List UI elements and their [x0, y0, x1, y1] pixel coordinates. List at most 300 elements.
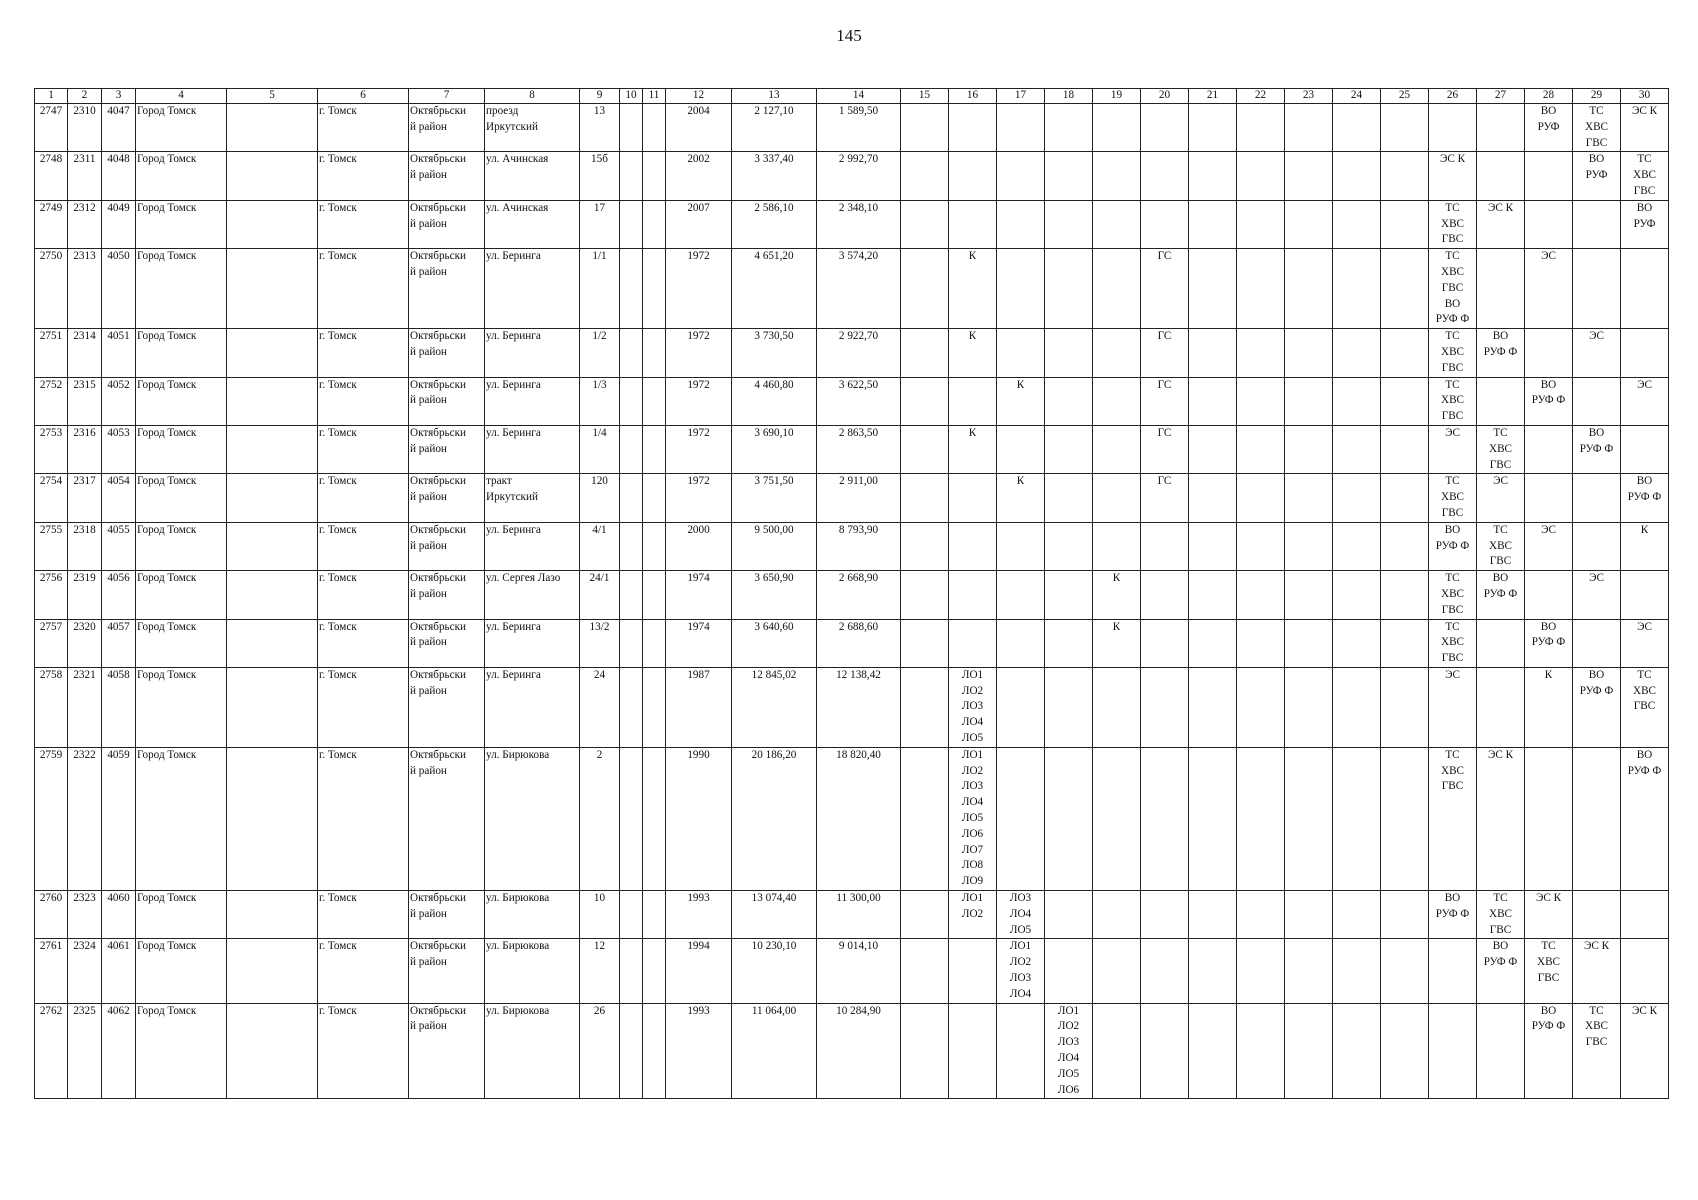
- table-cell: 8 793,90: [817, 522, 901, 570]
- table-cell: проезд Иркутский: [485, 104, 580, 152]
- table-cell: ВО РУФ Ф: [1477, 329, 1525, 377]
- table-cell: [1141, 571, 1189, 619]
- column-header: 29: [1573, 89, 1621, 104]
- table-cell: [1189, 377, 1237, 425]
- table-cell: [1189, 522, 1237, 570]
- table-cell: 2316: [68, 425, 102, 473]
- table-cell: 3 640,60: [732, 619, 817, 667]
- table-cell: Октябрьски й район: [409, 747, 485, 890]
- table-cell: [949, 522, 997, 570]
- table-cell: [1237, 474, 1285, 522]
- table-cell: 9 500,00: [732, 522, 817, 570]
- table-cell: [227, 377, 318, 425]
- table-cell: 2 863,50: [817, 425, 901, 473]
- table-cell: [643, 939, 666, 1003]
- table-cell: К: [997, 474, 1045, 522]
- table-cell: [620, 891, 643, 939]
- table-cell: [1141, 891, 1189, 939]
- table-cell: г. Томск: [318, 1003, 409, 1099]
- table-cell: [1429, 104, 1477, 152]
- table-cell: [901, 249, 949, 329]
- table-cell: Октябрьски й район: [409, 667, 485, 747]
- table-cell: Город Томск: [136, 891, 227, 939]
- table-cell: [1189, 571, 1237, 619]
- table-cell: ЭС: [1525, 522, 1573, 570]
- table-cell: [901, 571, 949, 619]
- column-header: 25: [1381, 89, 1429, 104]
- table-cell: [1093, 104, 1141, 152]
- table-row: [35, 425, 1669, 473]
- table-cell: 2320: [68, 619, 102, 667]
- table-cell: 4 651,20: [732, 249, 817, 329]
- table-cell: [227, 939, 318, 1003]
- column-header: 23: [1285, 89, 1333, 104]
- table-cell: [1621, 249, 1669, 329]
- table-cell: ВО РУФ: [1621, 200, 1669, 248]
- table-cell: Город Томск: [136, 1003, 227, 1099]
- table-cell: [1477, 619, 1525, 667]
- table-cell: 4060: [102, 891, 136, 939]
- table-cell: 2324: [68, 939, 102, 1003]
- table-cell: 1987: [666, 667, 732, 747]
- table-cell: [1189, 425, 1237, 473]
- table-cell: 4052: [102, 377, 136, 425]
- table-cell: [997, 1003, 1045, 1099]
- table-cell: [1141, 522, 1189, 570]
- table-cell: [1333, 152, 1381, 200]
- table-cell: 1/3: [580, 377, 620, 425]
- table-cell: [1573, 747, 1621, 890]
- table-cell: 2310: [68, 104, 102, 152]
- table-cell: 18 820,40: [817, 747, 901, 890]
- table-cell: [1189, 152, 1237, 200]
- table-cell: [901, 104, 949, 152]
- table-cell: [1525, 571, 1573, 619]
- column-header: 15: [901, 89, 949, 104]
- table-cell: г. Томск: [318, 747, 409, 890]
- table-cell: 1972: [666, 377, 732, 425]
- table-cell: [1621, 425, 1669, 473]
- table-cell: [1189, 329, 1237, 377]
- table-cell: ЭС К: [1621, 104, 1669, 152]
- table-cell: 4/1: [580, 522, 620, 570]
- table-cell: [227, 571, 318, 619]
- table-cell: 2319: [68, 571, 102, 619]
- table-cell: [1045, 667, 1093, 747]
- table-cell: [949, 104, 997, 152]
- column-header: 18: [1045, 89, 1093, 104]
- column-header: 22: [1237, 89, 1285, 104]
- table-cell: ул. Сергея Лазо: [485, 571, 580, 619]
- table-cell: 11 064,00: [732, 1003, 817, 1099]
- table-cell: [997, 329, 1045, 377]
- column-header: 8: [485, 89, 580, 104]
- table-cell: 1/2: [580, 329, 620, 377]
- table-cell: 3 751,50: [732, 474, 817, 522]
- table-cell: Город Томск: [136, 329, 227, 377]
- table-cell: 2321: [68, 667, 102, 747]
- table-cell: [1141, 667, 1189, 747]
- table-cell: [1285, 425, 1333, 473]
- table-cell: 4047: [102, 104, 136, 152]
- table-cell: ГС: [1141, 377, 1189, 425]
- table-cell: [1333, 667, 1381, 747]
- table-cell: [1285, 891, 1333, 939]
- table-cell: [227, 667, 318, 747]
- table-cell: 2315: [68, 377, 102, 425]
- table-cell: Октябрьски й район: [409, 571, 485, 619]
- table-cell: ул. Беринга: [485, 667, 580, 747]
- table-cell: [949, 377, 997, 425]
- table-cell: [949, 619, 997, 667]
- table-cell: 1972: [666, 329, 732, 377]
- table-cell: [997, 747, 1045, 890]
- table-cell: [997, 104, 1045, 152]
- table-cell: ГС: [1141, 474, 1189, 522]
- table-cell: [1477, 152, 1525, 200]
- table-cell: ул. Беринга: [485, 249, 580, 329]
- table-cell: 4054: [102, 474, 136, 522]
- table-cell: 2750: [35, 249, 68, 329]
- table-cell: [643, 667, 666, 747]
- column-header: 5: [227, 89, 318, 104]
- table-cell: [620, 571, 643, 619]
- table-cell: ЭС: [1621, 619, 1669, 667]
- table-cell: [1237, 522, 1285, 570]
- table-cell: Город Томск: [136, 747, 227, 890]
- table-cell: [1525, 329, 1573, 377]
- table-cell: Город Томск: [136, 619, 227, 667]
- table-cell: 24: [580, 667, 620, 747]
- table-cell: ул. Ачинская: [485, 152, 580, 200]
- table-cell: ВО РУФ Ф: [1477, 571, 1525, 619]
- table-cell: ГС: [1141, 425, 1189, 473]
- column-header: 11: [643, 89, 666, 104]
- table-cell: [1237, 891, 1285, 939]
- table-row: [35, 667, 1669, 747]
- table-cell: [1093, 474, 1141, 522]
- table-cell: ВО РУФ Ф: [1525, 619, 1573, 667]
- table-cell: [1573, 522, 1621, 570]
- table-cell: [1381, 939, 1429, 1003]
- table-cell: [997, 249, 1045, 329]
- table-cell: [997, 522, 1045, 570]
- table-cell: [620, 667, 643, 747]
- table-cell: ТС ХВС ГВС: [1477, 522, 1525, 570]
- table-cell: 2759: [35, 747, 68, 890]
- table-cell: 3 690,10: [732, 425, 817, 473]
- table-cell: [1045, 571, 1093, 619]
- table-cell: Октябрьски й район: [409, 425, 485, 473]
- table-cell: [1237, 377, 1285, 425]
- table-cell: [1141, 747, 1189, 890]
- table-cell: 4056: [102, 571, 136, 619]
- table-cell: [1573, 200, 1621, 248]
- table-cell: 4062: [102, 1003, 136, 1099]
- table-cell: [1381, 329, 1429, 377]
- table-cell: [227, 522, 318, 570]
- table-cell: 4057: [102, 619, 136, 667]
- table-cell: Город Томск: [136, 249, 227, 329]
- table-cell: [1381, 667, 1429, 747]
- column-header: 1: [35, 89, 68, 104]
- table-cell: [1429, 1003, 1477, 1099]
- table-cell: 2 348,10: [817, 200, 901, 248]
- table-cell: Город Томск: [136, 571, 227, 619]
- column-header: 24: [1333, 89, 1381, 104]
- table-cell: 10 284,90: [817, 1003, 901, 1099]
- table-cell: [901, 474, 949, 522]
- column-header: 10: [620, 89, 643, 104]
- table-cell: 4059: [102, 747, 136, 890]
- table-cell: [1045, 619, 1093, 667]
- table-cell: [1381, 200, 1429, 248]
- table-cell: [1285, 200, 1333, 248]
- column-header: 28: [1525, 89, 1573, 104]
- table-cell: [1573, 891, 1621, 939]
- table-cell: г. Томск: [318, 939, 409, 1003]
- table-cell: 3 730,50: [732, 329, 817, 377]
- table-cell: г. Томск: [318, 619, 409, 667]
- table-cell: [620, 619, 643, 667]
- table-cell: [1237, 1003, 1285, 1099]
- column-header: 12: [666, 89, 732, 104]
- table-cell: [1093, 891, 1141, 939]
- column-header: 4: [136, 89, 227, 104]
- table-cell: [643, 329, 666, 377]
- table-cell: 20 186,20: [732, 747, 817, 890]
- table-cell: Город Томск: [136, 474, 227, 522]
- table-cell: 4055: [102, 522, 136, 570]
- table-cell: Октябрьски й район: [409, 619, 485, 667]
- table-cell: 17: [580, 200, 620, 248]
- table-cell: [901, 747, 949, 890]
- table-cell: 2 992,70: [817, 152, 901, 200]
- table-cell: [997, 619, 1045, 667]
- table-cell: 13: [580, 104, 620, 152]
- table-cell: [1381, 249, 1429, 329]
- table-cell: [1621, 329, 1669, 377]
- column-number-header-row: [35, 89, 1669, 104]
- table-cell: [997, 667, 1045, 747]
- table-cell: [620, 249, 643, 329]
- table-cell: 4058: [102, 667, 136, 747]
- table-cell: [949, 939, 997, 1003]
- table-cell: 2002: [666, 152, 732, 200]
- table-cell: [1141, 200, 1189, 248]
- table-cell: [1237, 571, 1285, 619]
- table-cell: ТС ХВС ГВС: [1621, 667, 1669, 747]
- table-cell: Город Томск: [136, 425, 227, 473]
- table-cell: ВО РУФ Ф: [1429, 522, 1477, 570]
- column-header: 3: [102, 89, 136, 104]
- table-cell: 2: [580, 747, 620, 890]
- table-cell: Октябрьски й район: [409, 939, 485, 1003]
- table-cell: 2325: [68, 1003, 102, 1099]
- table-cell: 2 127,10: [732, 104, 817, 152]
- table-cell: [1237, 249, 1285, 329]
- table-cell: К: [1093, 571, 1141, 619]
- table-cell: [1285, 377, 1333, 425]
- table-cell: ул. Беринга: [485, 522, 580, 570]
- table-cell: [1285, 667, 1333, 747]
- table-cell: [620, 939, 643, 1003]
- table-cell: ул. Беринга: [485, 619, 580, 667]
- table-cell: 1993: [666, 1003, 732, 1099]
- table-cell: ВО РУФ Ф: [1525, 377, 1573, 425]
- table-cell: ЭС: [1573, 329, 1621, 377]
- table-cell: 13/2: [580, 619, 620, 667]
- table-cell: ВО РУФ Ф: [1621, 474, 1669, 522]
- table-cell: ТС ХВС ГВС: [1573, 104, 1621, 152]
- table-cell: ул. Беринга: [485, 377, 580, 425]
- table-cell: [1573, 474, 1621, 522]
- table-cell: [1141, 939, 1189, 1003]
- table-cell: ул. Ачинская: [485, 200, 580, 248]
- column-header: 21: [1189, 89, 1237, 104]
- table-cell: ЭС К: [1525, 891, 1573, 939]
- table-cell: 4048: [102, 152, 136, 200]
- table-cell: ВО РУФ Ф: [1477, 939, 1525, 1003]
- registry-body: [35, 104, 1669, 1099]
- table-cell: [643, 249, 666, 329]
- table-cell: [1093, 152, 1141, 200]
- table-cell: [1237, 425, 1285, 473]
- table-cell: тракт Иркутский: [485, 474, 580, 522]
- table-cell: [1525, 152, 1573, 200]
- table-cell: 2318: [68, 522, 102, 570]
- table-cell: [1189, 619, 1237, 667]
- table-cell: [1045, 747, 1093, 890]
- column-header: 30: [1621, 89, 1669, 104]
- table-cell: 13 074,40: [732, 891, 817, 939]
- table-cell: Город Томск: [136, 667, 227, 747]
- table-cell: [227, 891, 318, 939]
- table-cell: ул. Бирюкова: [485, 747, 580, 890]
- table-cell: Октябрьски й район: [409, 522, 485, 570]
- table-cell: 1972: [666, 474, 732, 522]
- table-cell: [1381, 571, 1429, 619]
- table-cell: [620, 200, 643, 248]
- table-cell: [227, 1003, 318, 1099]
- table-cell: 2323: [68, 891, 102, 939]
- table-cell: [643, 377, 666, 425]
- table-cell: [997, 152, 1045, 200]
- table-cell: 3 574,20: [817, 249, 901, 329]
- column-header: 19: [1093, 89, 1141, 104]
- table-cell: [1237, 329, 1285, 377]
- table-cell: ТС ХВС ГВС: [1429, 571, 1477, 619]
- table-row: [35, 522, 1669, 570]
- table-cell: 3 622,50: [817, 377, 901, 425]
- table-cell: [620, 474, 643, 522]
- table-cell: [1093, 377, 1141, 425]
- table-cell: Октябрьски й район: [409, 200, 485, 248]
- table-cell: ЭС К: [1477, 747, 1525, 890]
- table-cell: [643, 152, 666, 200]
- table-cell: 2000: [666, 522, 732, 570]
- table-cell: [1333, 249, 1381, 329]
- table-cell: [1381, 619, 1429, 667]
- table-cell: г. Томск: [318, 377, 409, 425]
- table-cell: К: [1525, 667, 1573, 747]
- table-cell: Город Томск: [136, 104, 227, 152]
- table-cell: [1189, 667, 1237, 747]
- table-cell: [1381, 152, 1429, 200]
- table-cell: [227, 425, 318, 473]
- column-header: 17: [997, 89, 1045, 104]
- table-cell: ТС ХВС ГВС: [1429, 377, 1477, 425]
- table-cell: [1093, 329, 1141, 377]
- table-cell: [1333, 619, 1381, 667]
- table-row: [35, 474, 1669, 522]
- table-cell: [901, 891, 949, 939]
- table-row: [35, 329, 1669, 377]
- table-cell: [1141, 104, 1189, 152]
- table-cell: [1045, 329, 1093, 377]
- column-header: 13: [732, 89, 817, 104]
- table-cell: [1285, 249, 1333, 329]
- table-cell: [1093, 939, 1141, 1003]
- table-cell: 1972: [666, 249, 732, 329]
- table-cell: ТС ХВС ГВС: [1429, 200, 1477, 248]
- table-cell: Город Томск: [136, 377, 227, 425]
- table-cell: [643, 619, 666, 667]
- table-cell: [1189, 939, 1237, 1003]
- table-cell: г. Томск: [318, 571, 409, 619]
- housing-registry-table: [34, 88, 1669, 1099]
- table-cell: [1333, 329, 1381, 377]
- table-cell: [227, 329, 318, 377]
- table-cell: 1974: [666, 619, 732, 667]
- table-cell: [1237, 939, 1285, 1003]
- table-cell: [643, 425, 666, 473]
- table-cell: ЭС: [1525, 249, 1573, 329]
- table-cell: [1333, 200, 1381, 248]
- table-cell: 1974: [666, 571, 732, 619]
- table-cell: ЭС: [1477, 474, 1525, 522]
- column-header: 6: [318, 89, 409, 104]
- table-cell: 2311: [68, 152, 102, 200]
- table-cell: ЛО1 ЛО2: [949, 891, 997, 939]
- table-cell: [1381, 1003, 1429, 1099]
- table-cell: [643, 1003, 666, 1099]
- table-cell: ТС ХВС ГВС: [1525, 939, 1573, 1003]
- table-cell: [1045, 939, 1093, 1003]
- table-cell: 4 460,80: [732, 377, 817, 425]
- table-cell: [620, 522, 643, 570]
- table-cell: Город Томск: [136, 200, 227, 248]
- table-cell: ГС: [1141, 329, 1189, 377]
- table-cell: [1381, 522, 1429, 570]
- table-cell: [1045, 104, 1093, 152]
- table-cell: г. Томск: [318, 200, 409, 248]
- table-cell: 2 922,70: [817, 329, 901, 377]
- table-cell: [1189, 200, 1237, 248]
- table-cell: ул. Бирюкова: [485, 891, 580, 939]
- table-cell: Октябрьски й район: [409, 1003, 485, 1099]
- table-cell: [1045, 377, 1093, 425]
- table-cell: ЭС: [1429, 667, 1477, 747]
- table-cell: [1477, 377, 1525, 425]
- table-cell: [1429, 939, 1477, 1003]
- table-cell: [1477, 667, 1525, 747]
- table-cell: 2314: [68, 329, 102, 377]
- column-header: 20: [1141, 89, 1189, 104]
- table-cell: г. Томск: [318, 329, 409, 377]
- table-cell: [1333, 425, 1381, 473]
- table-cell: 2748: [35, 152, 68, 200]
